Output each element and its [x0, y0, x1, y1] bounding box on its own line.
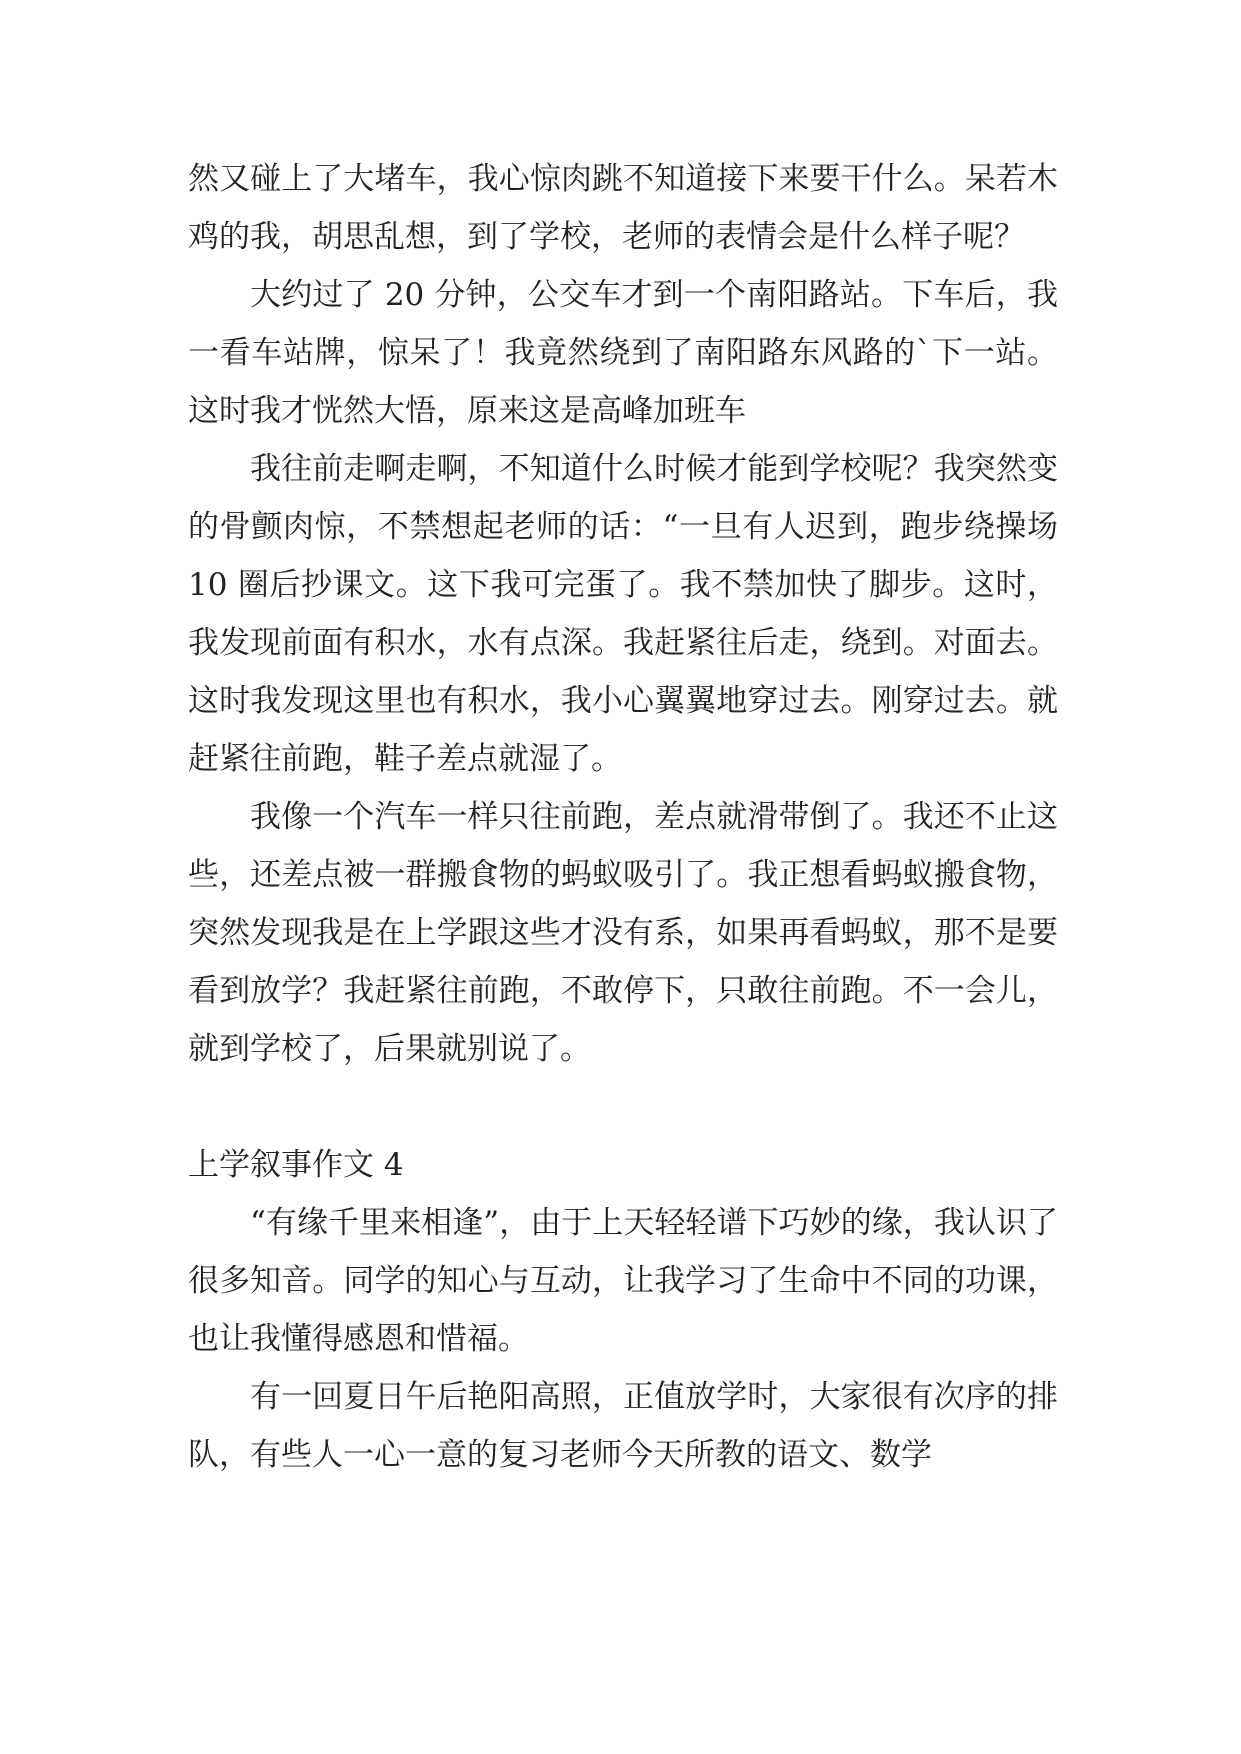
paragraph: 大约过了 20 分钟，公交车才到一个南阳路站。下车后，我一看车站牌，惊呆了！我竟然绕到了南阳路东风路的`下一站。这时我才恍然大悟，原来这是高峰加班车	[188, 277, 1058, 429]
paragraph-continuation: 然又碰上了大堵车，我心惊肉跳不知道接下来要干什么。呆若木鸡的我，胡思乱想，到了学校，老师的表情会是什么样子呢？	[188, 161, 1058, 255]
paragraph: 我像一个汽车一样只往前跑，差点就滑带倒了。我还不止这些，还差点被一群搬食物的蚂蚁吸引了。我正想看蚂蚁搬食物，突然发现我是在上学跟这些才没有系，如果再看蚂蚁，那不是要看到放学？我赶紧往前跑，不敢停下，只敢往前跑。不一会儿，就到学校了，后果就别说了。	[188, 799, 1058, 1067]
paragraph: “有缘千里来相逢”，由于上天轻轻谱下巧妙的缘，我认识了很多知音。同学的知心与互动，让我学习了生命中不同的功课，也让我懂得感恩和惜福。	[188, 1205, 1058, 1357]
paragraph: 有一回夏日午后艳阳高照，正值放学时，大家很有次序的排队，有些人一心一意的复习老师今天所教的语文、数学	[188, 1379, 1058, 1473]
section-heading: 上学叙事作文 4	[188, 1147, 404, 1183]
paragraph: 我往前走啊走啊，不知道什么时候才能到学校呢？我突然变的骨颤肉惊，不禁想起老师的话：“一旦有人迟到，跑步绕操场 10 圈后抄课文。这下我可完蛋了。我不禁加快了脚步。这时，我发现前面有积水，水有点深。我赶紧往后走，绕到。对面去。这时我发现这里也有积水，我小心翼翼地穿过去。刚穿过去。就赶紧往前跑，鞋子差点就湿了。	[188, 451, 1058, 777]
document-body	[188, 150, 1058, 1484]
